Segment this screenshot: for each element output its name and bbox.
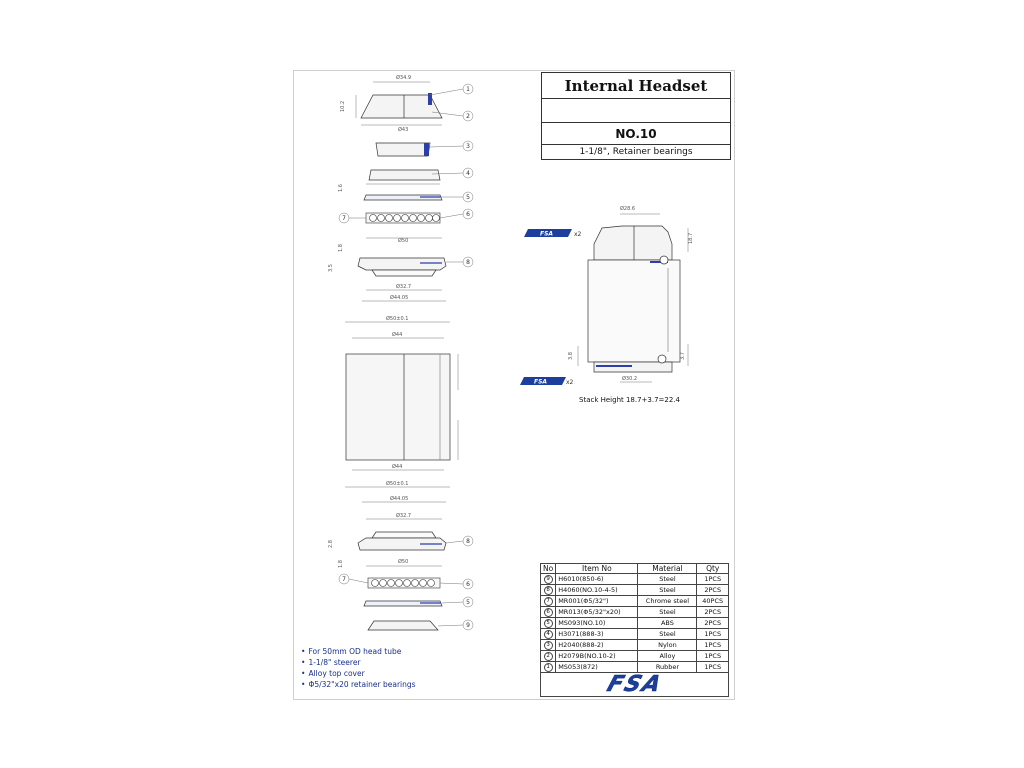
callout-5: 5 bbox=[466, 194, 470, 201]
top-cover bbox=[356, 82, 442, 125]
asm-d286: Ø28.6 bbox=[620, 206, 636, 212]
callout-8-lower: 8 bbox=[466, 538, 470, 545]
bom-qty: 1PCS bbox=[697, 574, 729, 585]
x2-upper: x2 bbox=[574, 231, 582, 238]
crown-race bbox=[368, 621, 438, 630]
upper-race bbox=[366, 170, 440, 184]
bom-material: Chrome steel bbox=[638, 596, 697, 607]
bom-item: MS053(872) bbox=[556, 662, 638, 673]
compression-ring bbox=[376, 143, 430, 156]
dim-h35: 3.5 bbox=[328, 264, 334, 272]
asm-h187: 18.7 bbox=[688, 232, 694, 244]
drawing-title: Internal Headset bbox=[542, 73, 730, 99]
lower-bearing bbox=[368, 578, 440, 588]
callout-6: 6 bbox=[466, 211, 470, 218]
callout-5-lower: 5 bbox=[466, 599, 470, 606]
model-number: NO.10 bbox=[542, 123, 730, 145]
callout-2: 2 bbox=[466, 113, 470, 120]
retainer-bearing bbox=[366, 213, 440, 223]
bom-row bbox=[541, 640, 729, 651]
bom-no: 9 bbox=[541, 574, 556, 585]
callout-7-lower: 7 bbox=[342, 576, 346, 583]
dim-d4405a: Ø44.05 bbox=[390, 295, 409, 301]
fsa-logo: FSA bbox=[603, 672, 666, 697]
bom-material: Steel bbox=[638, 607, 697, 618]
dim-h16: 1.6 bbox=[338, 184, 344, 192]
bom-item: MR001(Φ5/32") bbox=[556, 596, 638, 607]
bom-no: 1 bbox=[541, 662, 556, 673]
bom-no: 2 bbox=[541, 651, 556, 662]
bom-qty: 1PCS bbox=[697, 662, 729, 673]
model-subtitle: 1-1/8", Retainer bearings bbox=[579, 147, 693, 157]
bom-row bbox=[541, 651, 729, 662]
assembly-view bbox=[578, 214, 688, 382]
bom-no: 5 bbox=[541, 618, 556, 629]
bill-of-materials bbox=[540, 563, 729, 673]
bom-no: 6 bbox=[541, 607, 556, 618]
feature-list bbox=[301, 646, 416, 690]
dim-d44a: Ø44 bbox=[392, 332, 403, 338]
asm-h38: 3.8 bbox=[568, 352, 574, 360]
bom-qty: 1PCS bbox=[697, 629, 729, 640]
feature-item: • For 50mm OD head tube bbox=[301, 646, 416, 657]
dim-h18: 1.8 bbox=[338, 244, 344, 252]
stack-height: Stack Height 18.7+3.7=22.4 bbox=[579, 396, 681, 404]
lower-seal bbox=[364, 601, 442, 606]
svg-text:FSA: FSA bbox=[540, 230, 554, 238]
dim-h18b: 1.8 bbox=[338, 560, 344, 568]
lower-cup bbox=[358, 502, 446, 566]
head-tube bbox=[345, 322, 458, 487]
bom-qty: 1PCS bbox=[697, 640, 729, 651]
title-blank-row bbox=[542, 99, 730, 123]
dim-h102: 10.2 bbox=[340, 100, 346, 112]
bom-qty: 40PCS bbox=[697, 596, 729, 607]
bom-no: 4 bbox=[541, 629, 556, 640]
dim-d327b: Ø32.7 bbox=[396, 513, 412, 519]
feature-item: • 1-1/8" steerer bbox=[301, 657, 416, 668]
svg-text:FSA: FSA bbox=[534, 378, 548, 386]
bom-item: MR013(Φ5/32"x20) bbox=[556, 607, 638, 618]
bom-row bbox=[541, 596, 729, 607]
bom-item: MS093(NO.10) bbox=[556, 618, 638, 629]
title-block bbox=[541, 72, 731, 160]
dim-d34: Ø34.9 bbox=[396, 75, 412, 81]
bom-material: Steel bbox=[638, 585, 697, 596]
callout-6-lower: 6 bbox=[466, 581, 470, 588]
feature-item: • Φ5/32"x20 retainer bearings bbox=[301, 679, 416, 690]
bom-item: H2040(888-2) bbox=[556, 640, 638, 651]
bom-row bbox=[541, 607, 729, 618]
fsa-mark-upper bbox=[524, 229, 572, 238]
callout-9: 9 bbox=[466, 622, 470, 629]
bom-header bbox=[541, 564, 729, 574]
asm-h37: 3.7 bbox=[680, 352, 686, 360]
dim-d44b: Ø44 bbox=[392, 464, 403, 470]
dim-d43: Ø43 bbox=[398, 127, 409, 133]
dim-d50c: Ø50±0.1 bbox=[386, 481, 409, 487]
bom-row bbox=[541, 618, 729, 629]
bom-col-material: Material bbox=[638, 564, 697, 574]
dim-d4405b: Ø44.05 bbox=[390, 496, 409, 502]
bom-col-no: No bbox=[541, 564, 556, 574]
bom-qty: 2PCS bbox=[697, 618, 729, 629]
bom-qty: 1PCS bbox=[697, 651, 729, 662]
bom-col-item: Item No bbox=[556, 564, 638, 574]
bom-no: 3 bbox=[541, 640, 556, 651]
bom-qty: 2PCS bbox=[697, 585, 729, 596]
bom-row bbox=[541, 585, 729, 596]
upper-cup bbox=[358, 238, 446, 301]
bom-item: H3071(888-3) bbox=[556, 629, 638, 640]
callout-7: 7 bbox=[342, 215, 346, 222]
fsa-logo-cell bbox=[540, 673, 729, 697]
bom-material: Alloy bbox=[638, 651, 697, 662]
bom-material: Steel bbox=[638, 574, 697, 585]
bom-row bbox=[541, 629, 729, 640]
dim-h28: 2.8 bbox=[328, 540, 334, 548]
dim-d327a: Ø32.7 bbox=[396, 284, 412, 290]
callout-8: 8 bbox=[466, 259, 470, 266]
x2-lower: x2 bbox=[566, 379, 574, 386]
bom-no: 8 bbox=[541, 585, 556, 596]
bom-material: Rubber bbox=[638, 662, 697, 673]
bom-no: 7 bbox=[541, 596, 556, 607]
bom-qty: 2PCS bbox=[697, 607, 729, 618]
seal-ring bbox=[364, 195, 442, 200]
callout-3: 3 bbox=[466, 143, 470, 150]
bom-col-qty: Qty bbox=[697, 564, 729, 574]
feature-item: • Alloy top cover bbox=[301, 668, 416, 679]
bom-row bbox=[541, 662, 729, 673]
bom-row bbox=[541, 574, 729, 585]
dim-d50b: Ø50±0.1 bbox=[386, 316, 409, 322]
callout-1: 1 bbox=[466, 86, 470, 93]
bom-item: H4060(NO.10-4-5) bbox=[556, 585, 638, 596]
dim-d50d: Ø50 bbox=[398, 559, 409, 565]
bom-material: ABS bbox=[638, 618, 697, 629]
bom-item: H2079B(NO.10-2) bbox=[556, 651, 638, 662]
bom-item: H6010(850-6) bbox=[556, 574, 638, 585]
fsa-mark-lower bbox=[520, 377, 566, 386]
asm-d30: Ø30.2 bbox=[622, 376, 638, 382]
callout-4: 4 bbox=[466, 170, 470, 177]
bom-material: Nylon bbox=[638, 640, 697, 651]
bom-rows bbox=[541, 574, 729, 673]
bom-material: Steel bbox=[638, 629, 697, 640]
dim-d50a: Ø50 bbox=[398, 238, 409, 244]
